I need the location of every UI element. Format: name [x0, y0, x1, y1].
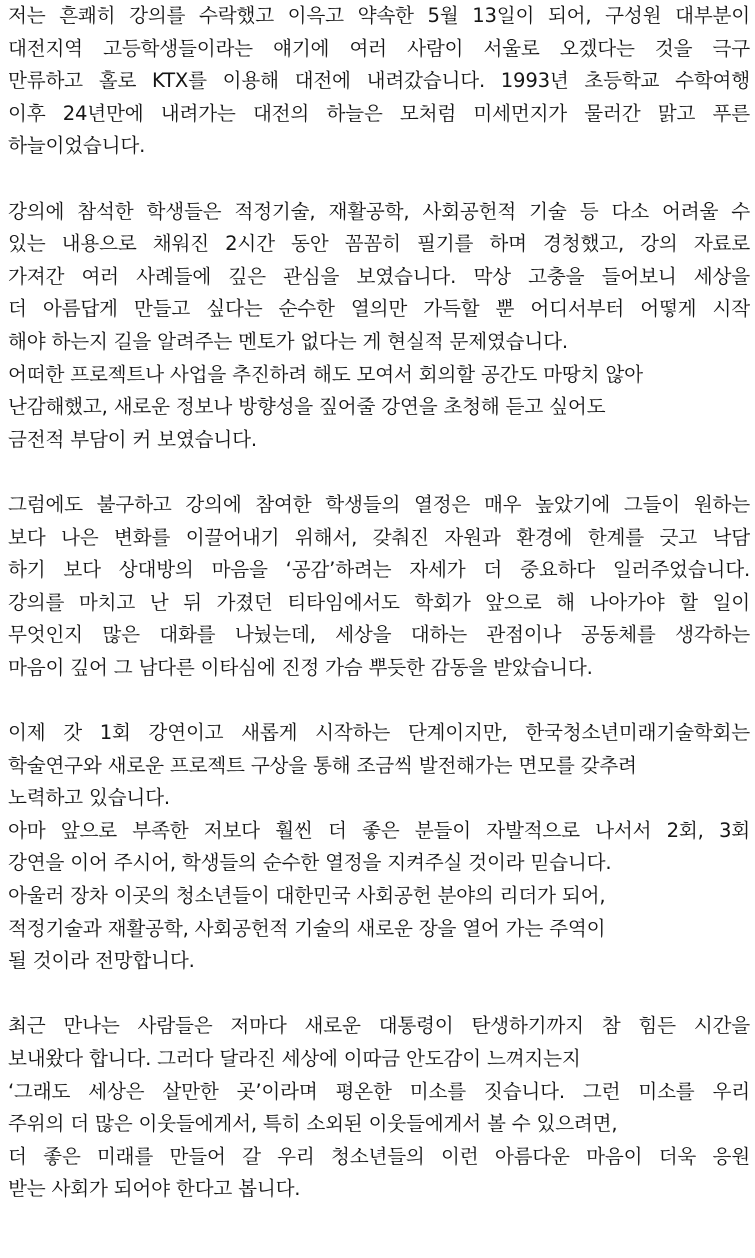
text-line: 해야 하는지 길을 알려주는 멘토가 없다는 게 현실적 문제였습니다.: [8, 329, 568, 353]
text-line: 아울러 장차 이곳의 청소년들이 대한민국 사회공헌 분야의 리더가 되어,: [8, 884, 606, 908]
text-line: ‘그래도 세상은 살만한 곳’이라며 평온한 미소를 짓습니다. 그런 미소를 우리: [8, 1079, 750, 1103]
text-line: 이후 24년만에 내려가는 대전의 하늘은 모처럼 미세먼지가 물러간 맑고 푸른: [8, 101, 750, 125]
text-line: 될 것이라 전망합니다.: [8, 949, 195, 973]
paragraph: [8, 0, 750, 163]
paragraph: [8, 1010, 750, 1206]
text-line: 어떠한 프로젝트나 사업을 추진하려 해도 모여서 회의할 공간도 마땅치 않아: [8, 362, 643, 386]
text-line: 마음이 깊어 그 남다른 이타심에 진정 가슴 뿌듯한 감동을 받았습니다.: [8, 655, 593, 679]
text-line: 무엇인지 많은 대화를 나눴는데, 세상을 대하는 관점이나 공동체를 생각하는: [8, 623, 750, 647]
text-line: 이제 갓 1회 강연이고 새롭게 시작하는 단계이지만, 한국청소년미래기술학회는: [8, 721, 750, 745]
paragraph: [8, 489, 750, 685]
text-line: 노력하고 있습니다.: [8, 786, 170, 810]
text-line: 최근 만나는 사람들은 저마다 새로운 대통령이 탄생하기까지 참 힘든 시간을: [8, 1014, 750, 1038]
text-line: 대전지역 고등학생들이라는 얘기에 여러 사람이 서울로 오겠다는 것을 극구: [8, 36, 750, 60]
text-line: 강의를 마치고 난 뒤 가졌던 티타임에서도 학회가 앞으로 해 나아가야 할 일이: [8, 590, 750, 614]
text-line: 받는 사회가 되어야 한다고 봅니다.: [8, 1177, 301, 1201]
text-line: 학술연구와 새로운 프로젝트 구상을 통해 조금씩 발전해가는 면모를 갖추려: [8, 753, 637, 777]
text-line: 하늘이었습니다.: [8, 134, 146, 158]
paragraph-gap: [8, 163, 750, 196]
text-line: 더 아름답게 만들고 싶다는 순수한 열의만 가득할 뿐 어디서부터 어떻게 시작: [8, 297, 750, 321]
text-line: 만류하고 홀로 KTX를 이용해 대전에 내려갔습니다. 1993년 초등학교 수학여행: [8, 69, 750, 93]
text-line: 난감해했고, 새로운 정보나 방향성을 짚어줄 강연을 초청해 듣고 싶어도: [8, 395, 606, 419]
text-line: 저는 흔쾌히 강의를 수락했고 이윽고 약속한 5월 13일이 되어, 구성원 대부분이: [8, 4, 750, 27]
paragraph: [8, 717, 750, 978]
paragraph-gap: [8, 684, 750, 717]
text-line: 강의에 참석한 학생들은 적정기술, 재활공학, 사회공헌적 기술 등 다소 어려울 수: [8, 199, 750, 223]
article-body: [8, 0, 750, 1206]
text-line: 강연을 이어 주시어, 학생들의 순수한 열정을 지켜주실 것이라 믿습니다.: [8, 851, 612, 875]
text-line: 보다 나은 변화를 이끌어내기 위해서, 갖춰진 자원과 환경에 한계를 긋고 낙담: [8, 525, 750, 549]
text-line: 가져간 여러 사례들에 깊은 관심을 보였습니다. 막상 고충을 들어보니 세상을: [8, 264, 750, 288]
text-line: 하기 보다 상대방의 마음을 ‘공감’하려는 자세가 더 중요하다 일러주었습니다.: [8, 558, 750, 582]
text-line: 있는 내용으로 채워진 2시간 동안 꼼꼼히 필기를 하며 경청했고, 강의 자료로: [8, 232, 750, 256]
text-line: 금전적 부담이 커 보였습니다.: [8, 427, 257, 451]
text-line: 적정기술과 재활공학, 사회공헌적 기술의 새로운 장을 열어 가는 주역이: [8, 916, 606, 940]
text-line: 아마 앞으로 부족한 저보다 훨씬 더 좋은 분들이 자발적으로 나서서 2회, 3회: [8, 818, 750, 842]
paragraph: [8, 196, 750, 457]
paragraph-gap: [8, 978, 750, 1011]
text-line: 보내왔다 합니다. 그러다 달라진 세상에 이따금 안도감이 느껴지는지: [8, 1047, 581, 1070]
text-line: 더 좋은 미래를 만들어 갈 우리 청소년들의 이런 아름다운 마음이 더욱 응원: [8, 1144, 750, 1168]
paragraph-gap: [8, 456, 750, 489]
text-line: 주위의 더 많은 이웃들에게서, 특히 소외된 이웃들에게서 볼 수 있으려면,: [8, 1112, 618, 1136]
text-line: 그럼에도 불구하고 강의에 참여한 학생들의 열정은 매우 높았기에 그들이 원하는: [8, 492, 750, 516]
